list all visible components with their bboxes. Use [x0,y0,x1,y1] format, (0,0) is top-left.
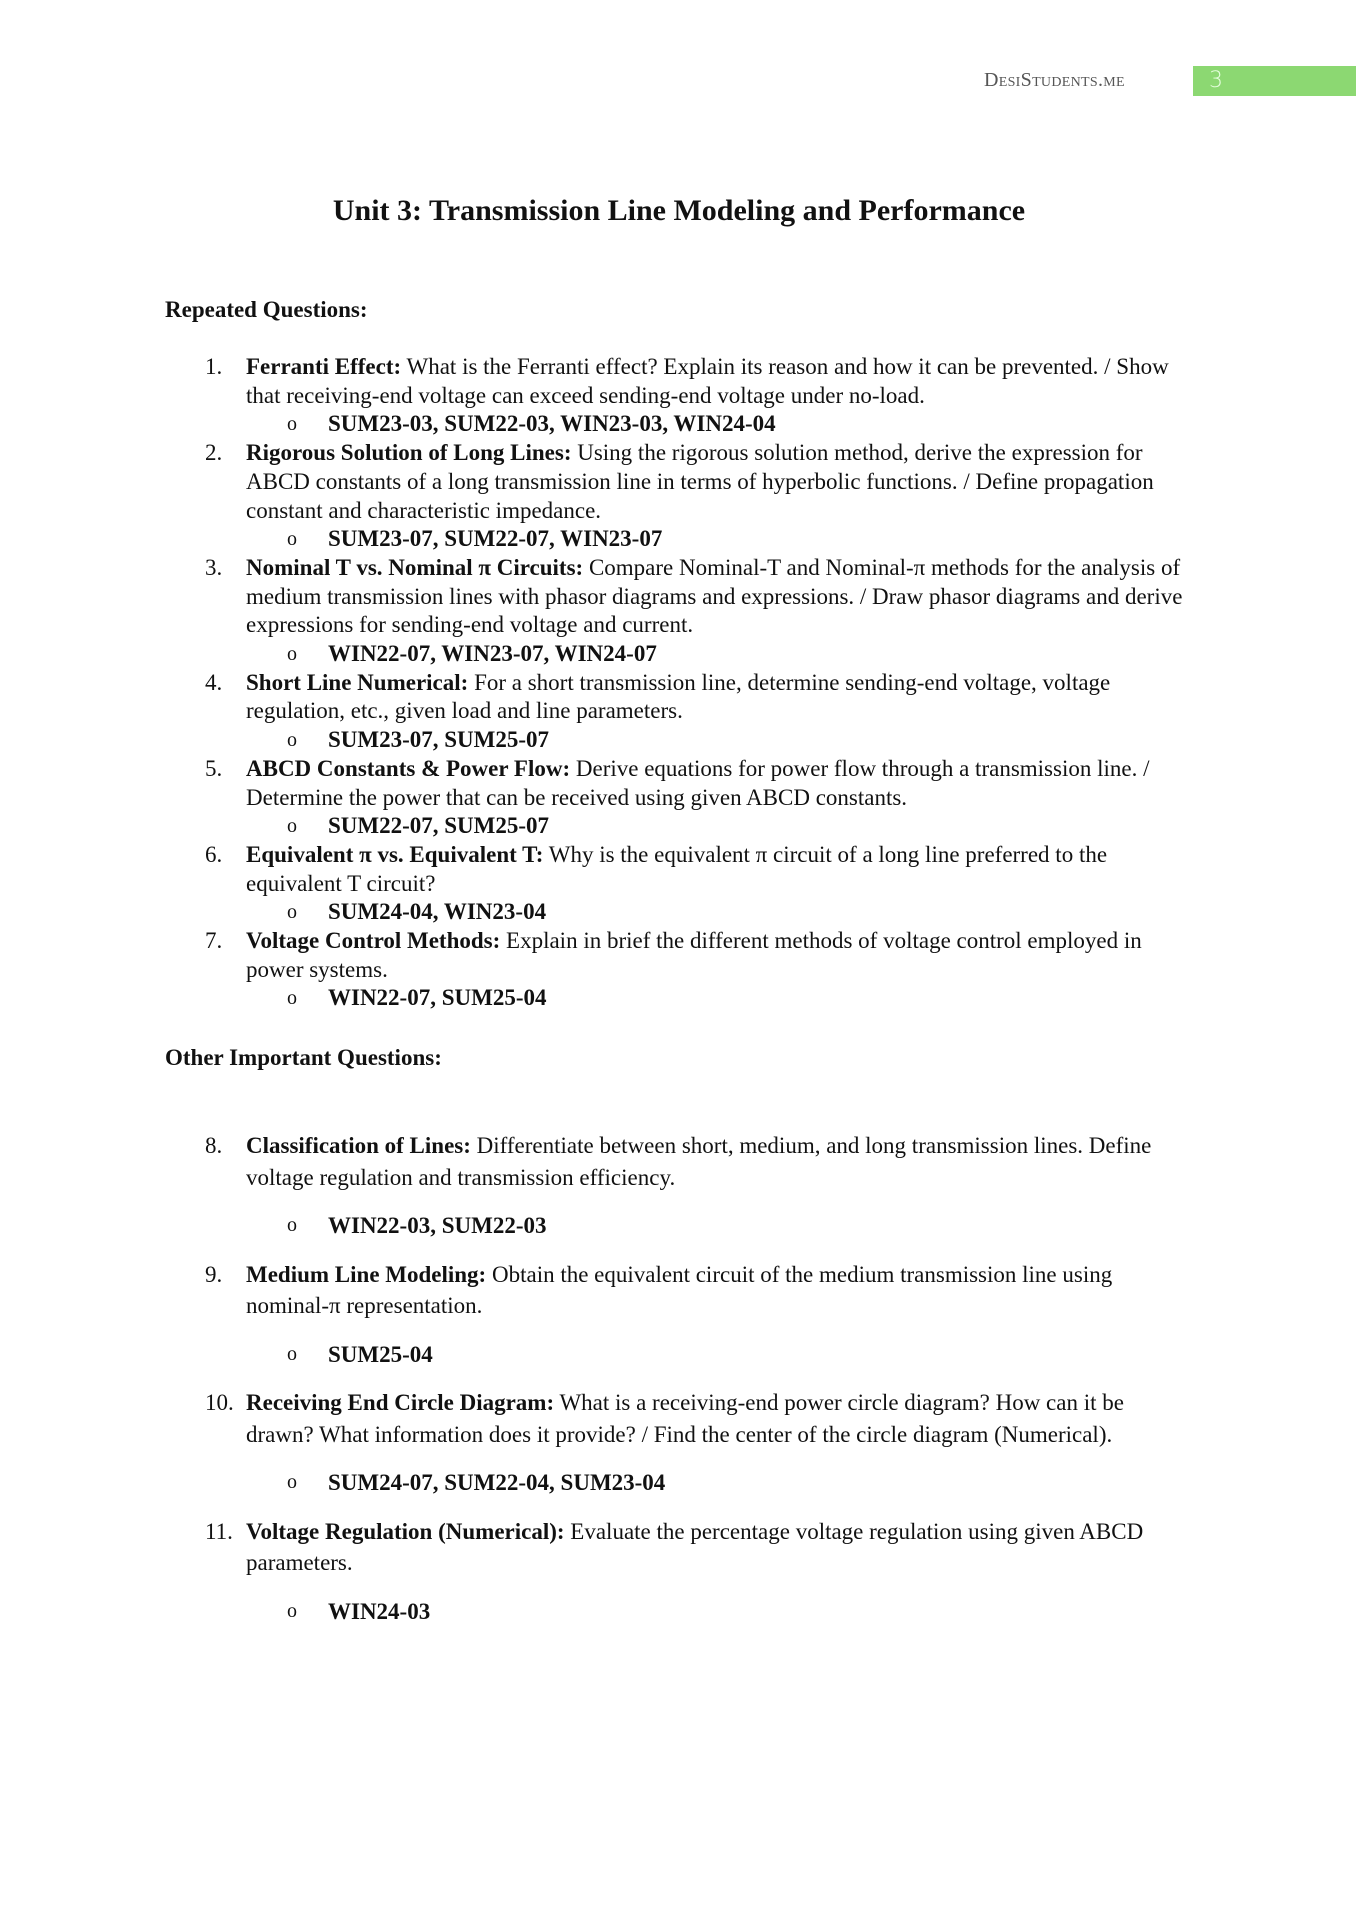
other-list [205,1130,1190,1644]
question-item [205,1259,1190,1322]
question-item [205,841,1190,898]
bullet-icon: o [287,901,297,924]
exam-codes-text: SUM22-07, SUM25-07 [328,813,550,839]
question-number: 1. [205,354,223,379]
question-topic: ABCD Constants & Power Flow: [246,755,571,781]
question-topic: Short Line Numerical: [246,669,469,695]
question-number: 8. [205,1133,223,1158]
exam-codes-text: WIN22-07, SUM25-04 [328,985,547,1011]
question-number: 9. [205,1261,223,1287]
question-text: Compare Nominal-T and Nominal-π methods for the analysis of medium transmission lines with phasor diagrams and expressions. / Draw phasor diagrams and derive expressions for sending-end voltage and current. [246,554,1183,638]
question-topic: Voltage Control Methods: [246,928,501,954]
question-topic: Classification of Lines: [246,1133,471,1158]
question-topic: Equivalent π vs. Equivalent T: [246,841,544,867]
exam-codes-text: WIN24-03 [328,1598,431,1624]
bullet-icon: o [287,413,297,436]
question-item [205,439,1190,525]
exam-codes [205,812,1190,841]
question-topic: Receiving End Circle Diagram: [246,1390,555,1415]
question-item [205,755,1190,812]
page-number-badge [1193,66,1356,96]
question-item [205,1130,1190,1193]
question-text: Derive equations for power flow through a transmission line. / Determine the power that can be received using given ABCD constants. [246,755,1150,810]
bullet-icon: o [287,643,297,666]
other-heading: Other Important Questions: [165,1045,442,1070]
bullet-icon: o [287,1342,297,1365]
exam-codes [205,1467,1190,1499]
exam-codes-text: SUM25-04 [328,1341,433,1367]
exam-codes-text: WIN22-07, WIN23-07, WIN24-07 [328,641,657,667]
question-item [205,353,1190,410]
exam-codes-text: WIN22-03, SUM22-03 [328,1213,547,1238]
question-item [205,1516,1190,1579]
question-text: Why is the equivalent π circuit of a long line preferred to the equivalent T circuit? [246,841,1108,896]
exam-codes [205,898,1190,927]
repeated-list [205,353,1190,1013]
exam-codes [205,525,1190,554]
exam-codes-text: SUM23-07, SUM25-07 [328,727,550,753]
question-number: 7. [205,928,223,954]
bullet-icon: o [287,815,297,838]
repeated-heading: Repeated Questions: [165,297,368,322]
exam-codes [205,1339,1190,1371]
question-text: Using the rigorous solution method, derive the expression for ABCD constants of a long transmission line in terms of hyperbolic functions. / Define propagation constant and characteristic impedance. [246,440,1154,523]
question-number: 2. [205,440,223,466]
question-item [205,927,1190,984]
bullet-icon: o [287,528,297,551]
exam-codes [205,1210,1190,1242]
question-text: Differentiate between short, medium, and long transmission lines. Define voltage regulation and transmission efficiency. [246,1133,1152,1190]
question-number: 6. [205,841,223,867]
exam-codes [205,726,1190,755]
question-text: What is a receiving-end power circle diagram? How can it be drawn? What information does it provide? / Find the center of the circle diagram (Numerical). [246,1390,1124,1447]
question-number: 5. [205,755,223,781]
bullet-icon: o [287,729,297,752]
bullet-icon: o [287,1599,297,1622]
site-name: DesiStudents.me [984,69,1125,91]
question-topic: Rigorous Solution of Long Lines: [246,440,572,466]
question-item [205,554,1190,640]
bullet-icon: o [287,987,297,1010]
exam-codes-text: SUM23-07, SUM22-07, WIN23-07 [328,526,663,552]
question-topic: Medium Line Modeling: [246,1261,487,1287]
question-topic: Ferranti Effect: [246,354,402,379]
question-number: 4. [205,669,223,695]
question-number: 10. [205,1390,234,1415]
question-text: For a short transmission line, determine sending-end voltage, voltage regulation, etc., given load and line parameters. [246,669,1111,724]
question-topic: Nominal T vs. Nominal π Circuits: [246,554,584,580]
question-number: 11. [205,1518,233,1544]
exam-codes-text: SUM24-07, SUM22-04, SUM23-04 [328,1470,666,1495]
exam-codes [205,410,1190,439]
question-text: Explain in brief the different methods of voltage control employed in power systems. [246,928,1142,982]
question-text: Evaluate the percentage voltage regulation using given ABCD parameters. [246,1518,1144,1575]
question-text: What is the Ferranti effect? Explain its reason and how it can be prevented. / Show that receiving-end voltage can exceed sending-end voltage under no-load. [246,354,1169,408]
page-number: 3 [1209,68,1223,93]
exam-codes [205,984,1190,1013]
bullet-icon: o [287,1214,297,1236]
exam-codes [205,640,1190,669]
question-number: 3. [205,554,223,580]
exam-codes-text: SUM24-04, WIN23-04 [328,899,547,925]
bullet-icon: o [287,1471,297,1493]
exam-codes-text: SUM23-03, SUM22-03, WIN23-03, WIN24-04 [328,411,776,437]
page-title: Unit 3: Transmission Line Modeling and Performance [332,194,1026,227]
question-item [205,669,1190,726]
question-topic: Voltage Regulation (Numerical): [246,1518,565,1544]
question-text: Obtain the equivalent circuit of the medium transmission line using nominal-π representation. [246,1261,1113,1318]
exam-codes [205,1596,1190,1628]
question-item [205,1387,1190,1450]
